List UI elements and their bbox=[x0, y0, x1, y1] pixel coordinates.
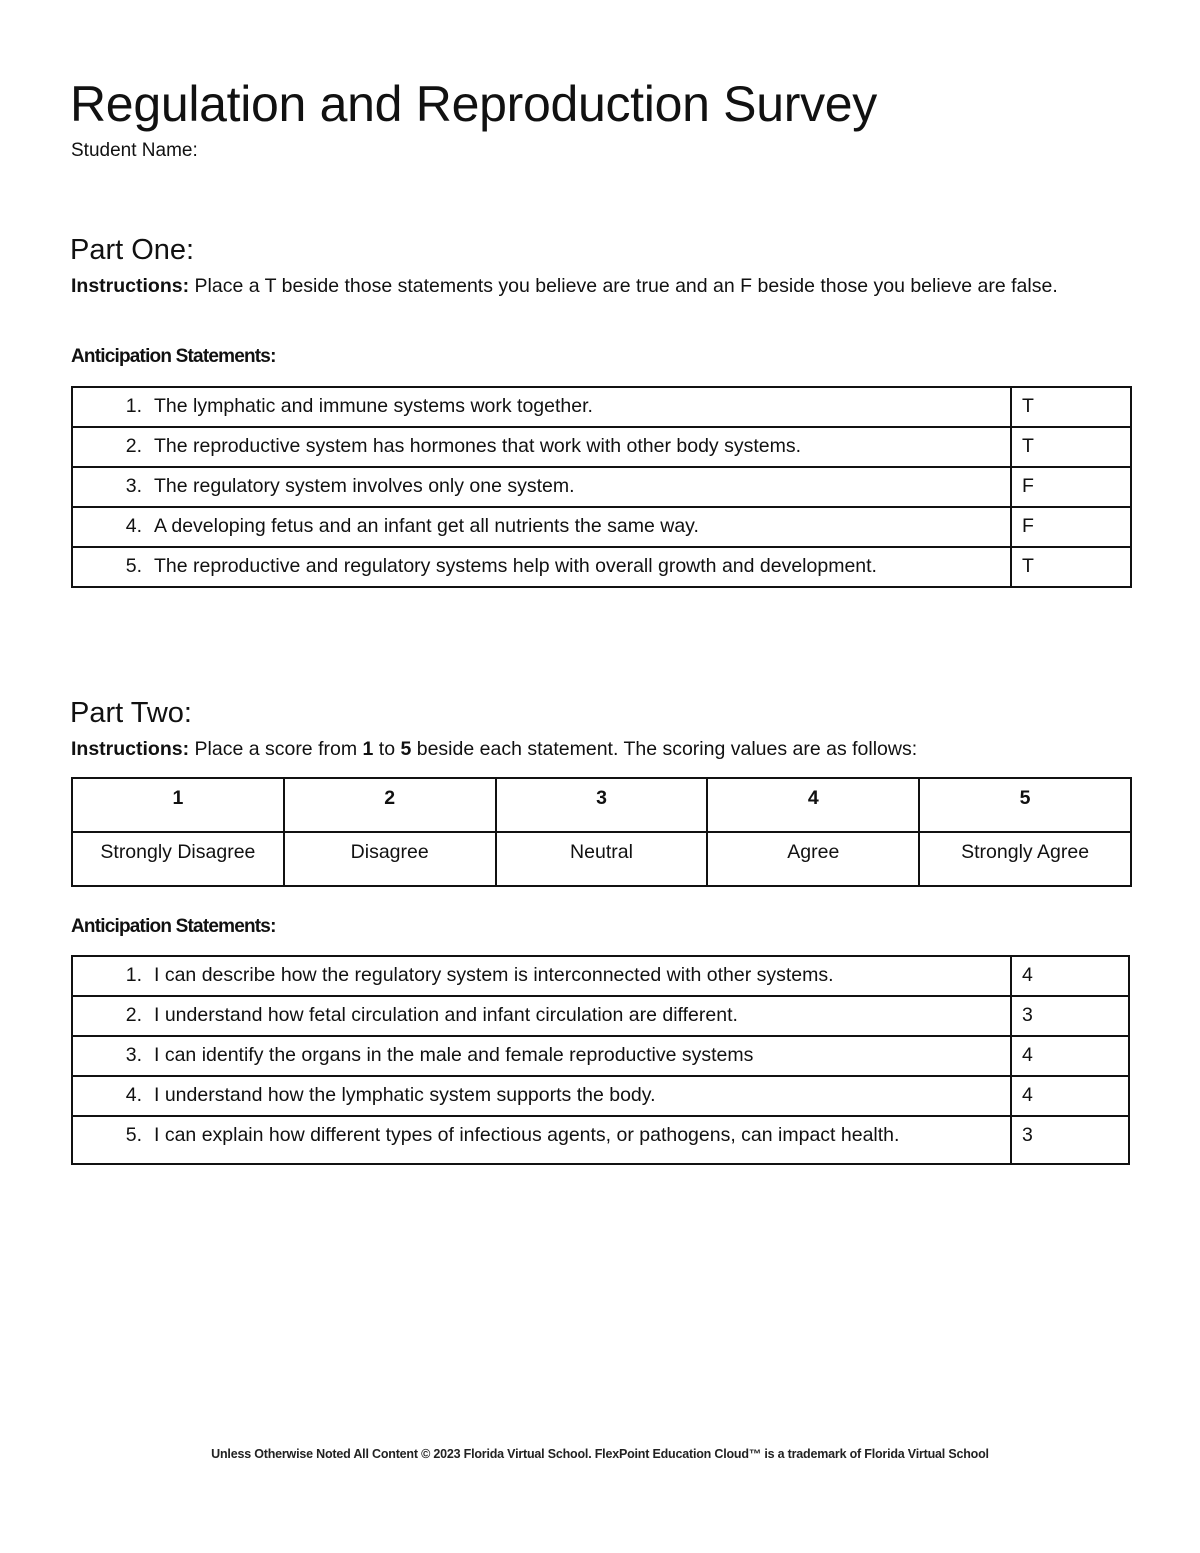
statement-text: I can explain how different types of infectious agents, or pathogens, can impact health. bbox=[154, 1124, 900, 1146]
page-title: Regulation and Reproduction Survey bbox=[70, 76, 877, 132]
statement-text: I can identify the organs in the male and female reproductive systems bbox=[154, 1044, 754, 1066]
statement-number: 1. bbox=[125, 964, 142, 986]
answer-cell[interactable]: F bbox=[1011, 507, 1131, 547]
part-one-heading: Part One: bbox=[70, 234, 195, 266]
statement-text: I understand how the lymphatic system supports the body. bbox=[154, 1084, 656, 1106]
part-two-instructions-post: beside each statement. The scoring values are as follows: bbox=[411, 738, 918, 760]
score-cell[interactable]: 4 bbox=[1011, 956, 1129, 996]
table-row bbox=[72, 507, 1131, 547]
statement-cell bbox=[72, 467, 1011, 507]
statement-cell bbox=[72, 996, 1011, 1036]
part-one-subheading: Anticipation Statements: bbox=[71, 346, 276, 367]
table-row bbox=[72, 547, 1131, 587]
part-two-instructions bbox=[71, 735, 1131, 763]
table-row bbox=[72, 427, 1131, 467]
statement-cell bbox=[72, 387, 1011, 427]
part-one-statements-table bbox=[71, 386, 1132, 588]
table-row bbox=[72, 996, 1129, 1036]
answer-cell[interactable]: T bbox=[1011, 387, 1131, 427]
part-two-subheading: Anticipation Statements: bbox=[71, 916, 276, 937]
statement-number: 1. bbox=[125, 395, 142, 417]
copyright-footer: Unless Otherwise Noted All Content © 2023 Florida Virtual School. FlexPoint Education Cloud™ is a trademark of Florida Virtual School bbox=[211, 1447, 989, 1461]
scale-value: 3 bbox=[496, 778, 708, 832]
table-row bbox=[72, 1116, 1129, 1164]
statement-text: The regulatory system involves only one system. bbox=[154, 475, 575, 497]
part-two-heading: Part Two: bbox=[70, 697, 192, 729]
statement-number: 3. bbox=[125, 1044, 142, 1066]
statement-text: A developing fetus and an infant get all nutrients the same way. bbox=[154, 515, 699, 537]
table-row bbox=[72, 1036, 1129, 1076]
statement-cell bbox=[72, 1036, 1011, 1076]
statement-number: 5. bbox=[125, 1124, 142, 1146]
scale-value: 1 bbox=[72, 778, 284, 832]
scale-label: Disagree bbox=[284, 832, 496, 886]
score-cell[interactable]: 4 bbox=[1011, 1036, 1129, 1076]
scale-values-row bbox=[72, 778, 1131, 832]
statement-number: 4. bbox=[125, 515, 142, 537]
student-name-label: Student Name: bbox=[71, 140, 198, 161]
scale-label: Strongly Disagree bbox=[72, 832, 284, 886]
statement-number: 3. bbox=[125, 475, 142, 497]
statement-text: The lymphatic and immune systems work together. bbox=[154, 395, 593, 417]
statement-cell bbox=[72, 507, 1011, 547]
statement-cell bbox=[72, 956, 1011, 996]
answer-cell[interactable]: F bbox=[1011, 467, 1131, 507]
scoring-scale-table bbox=[71, 777, 1132, 887]
table-row bbox=[72, 1076, 1129, 1116]
table-row bbox=[72, 387, 1131, 427]
scale-value: 4 bbox=[707, 778, 919, 832]
statement-number: 5. bbox=[125, 555, 142, 577]
statement-cell bbox=[72, 547, 1011, 587]
statement-text: I can describe how the regulatory system is interconnected with other systems. bbox=[154, 964, 834, 986]
table-row bbox=[72, 956, 1129, 996]
part-two-statements-table bbox=[71, 955, 1130, 1165]
part-two-instructions-pre: Place a score from bbox=[189, 738, 363, 760]
scale-label: Agree bbox=[707, 832, 919, 886]
statement-cell bbox=[72, 1076, 1011, 1116]
score-cell[interactable]: 3 bbox=[1011, 1116, 1129, 1164]
table-row bbox=[72, 467, 1131, 507]
statement-text: I understand how fetal circulation and infant circulation are different. bbox=[154, 1004, 738, 1026]
statement-cell bbox=[72, 1116, 1011, 1164]
statement-text: The reproductive and regulatory systems help with overall growth and development. bbox=[154, 555, 877, 577]
part-one-instructions bbox=[71, 272, 1131, 300]
scale-value: 2 bbox=[284, 778, 496, 832]
part-two-instructions-mid: to bbox=[373, 738, 401, 760]
score-cell[interactable]: 3 bbox=[1011, 996, 1129, 1036]
part-two-instructions-label: Instructions: bbox=[71, 738, 190, 760]
score-cell[interactable]: 4 bbox=[1011, 1076, 1129, 1116]
part-two-instructions-min: 1 bbox=[362, 738, 374, 760]
statement-cell bbox=[72, 427, 1011, 467]
scale-labels-row bbox=[72, 832, 1131, 886]
scale-label: Neutral bbox=[496, 832, 708, 886]
statement-number: 2. bbox=[125, 435, 142, 457]
part-one-instructions-label: Instructions: bbox=[71, 275, 190, 297]
statement-number: 2. bbox=[125, 1004, 142, 1026]
scale-label: Strongly Agree bbox=[919, 832, 1131, 886]
part-two-instructions-max: 5 bbox=[400, 738, 412, 760]
statement-text: The reproductive system has hormones that work with other body systems. bbox=[154, 435, 802, 457]
answer-cell[interactable]: T bbox=[1011, 547, 1131, 587]
answer-cell[interactable]: T bbox=[1011, 427, 1131, 467]
scale-value: 5 bbox=[919, 778, 1131, 832]
statement-number: 4. bbox=[125, 1084, 142, 1106]
part-one-instructions-text: Place a T beside those statements you believe are true and an F beside those you believe are false. bbox=[189, 275, 1058, 297]
